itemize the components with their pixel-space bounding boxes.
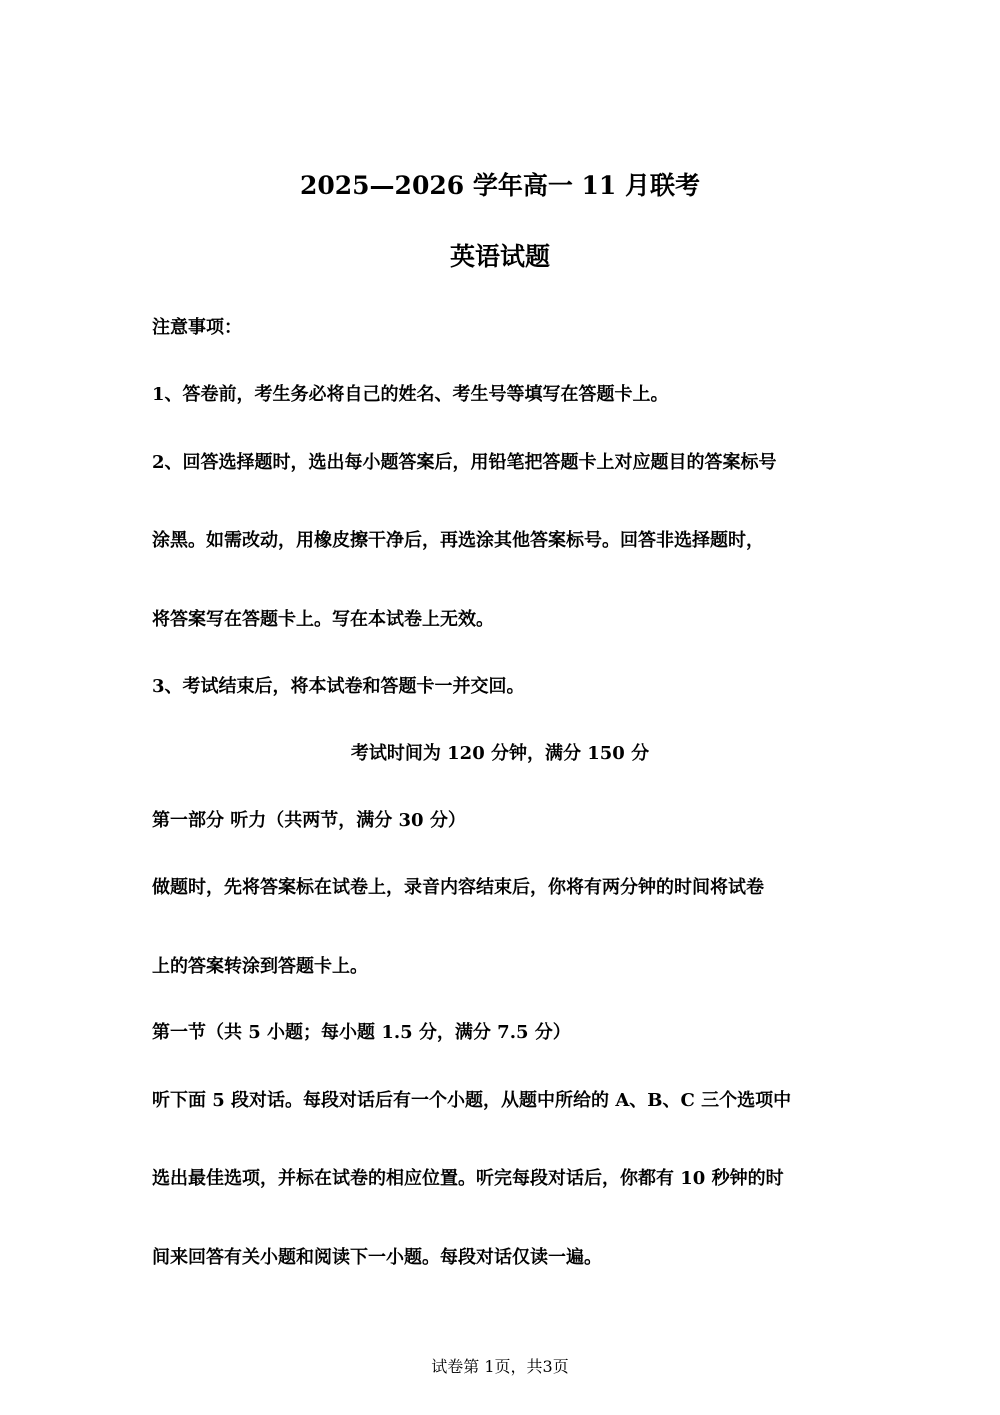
notice-heading: 注意事项： [152, 317, 242, 338]
notice-item-2-line-1: 2、回答选择题时，选出每小题答案后，用铅笔把答题卡上对应题目的答案标号 [152, 452, 777, 473]
part-one-heading: 第一部分 听力（共两节，满分 30 分） [152, 810, 466, 831]
section-one-instruction-line-1: 听下面 5 段对话。每段对话后有一个小题，从题中所给的 A、B、C 三个选项中 [152, 1090, 792, 1111]
part-one-instruction-line-1: 做题时，先将答案标在试卷上，录音内容结束后，你将有两分钟的时间将试卷 [152, 877, 764, 898]
exam-title: 2025—2026 学年高一 11 月联考 [299, 171, 701, 200]
notice-item-2-line-2: 涂黑。如需改动，用橡皮擦干净后，再选涂其他答案标号。回答非选择题时， [152, 530, 764, 551]
section-one-heading: 第一节（共 5 小题；每小题 1.5 分，满分 7.5 分） [152, 1022, 571, 1043]
notice-item-3: 3、考试结束后，将本试卷和答题卡一并交回。 [152, 676, 525, 697]
section-one-instruction-line-3: 间来回答有关小题和阅读下一小题。每段对话仅读一遍。 [152, 1247, 602, 1268]
exam-subject: 英语试题 [449, 242, 550, 271]
exam-time-info: 考试时间为 120 分钟，满分 150 分 [350, 743, 650, 764]
notice-item-2-line-3: 将答案写在答题卡上。写在本试卷上无效。 [152, 609, 494, 630]
part-one-instruction-line-2: 上的答案转涂到答题卡上。 [152, 956, 368, 977]
section-one-instruction-line-2: 选出最佳选项，并标在试卷的相应位置。听完每段对话后，你都有 10 秒钟的时 [152, 1168, 784, 1189]
page-footer: 试卷第 1页，共3页 [431, 1357, 569, 1376]
notice-item-1: 1、答卷前，考生务必将自己的姓名、考生号等填写在答题卡上。 [152, 384, 669, 405]
